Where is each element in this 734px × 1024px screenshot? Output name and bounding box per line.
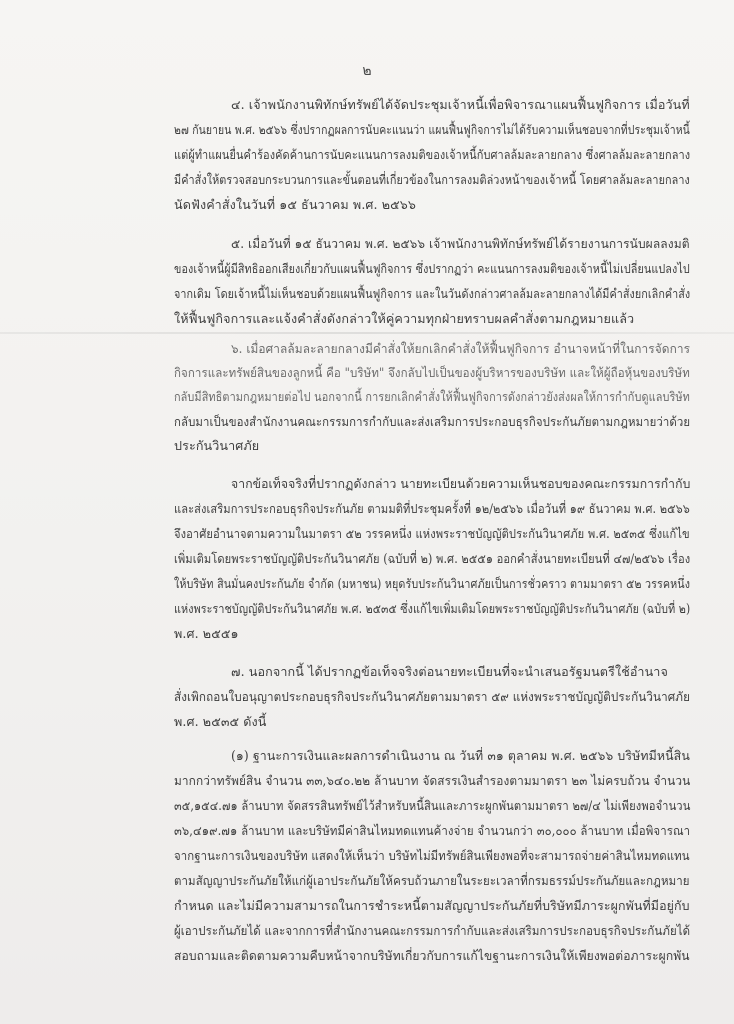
paragraph-line: ๔. เจ้าพนักงานพิทักษ์ทรัพย์ได้จัดประชุมเจ้าหนี้เพื่อพิจารณาแผนฟื้นฟูกิจการ เมื่อวันที่ (231, 97, 690, 112)
paragraph-line: พ.ศ. ๒๕๓๕ ดังนี้ (174, 714, 267, 729)
paragraph-line: มีคำสั่งให้ตรวจสอบกระบวนการและขั้นตอนที่เกี่ยวข้องในการลงมติล่วงหน้าของเจ้าหนี้ โดยศาลล้มละลายกลาง (174, 172, 690, 187)
paragraph-line: จากข้อเท็จจริงที่ปรากฏดังกล่าว นายทะเบียนด้วยความเห็นชอบของคณะกรรมการกำกับ (231, 476, 691, 491)
paragraph-line: กิจการและทรัพย์สินของลูกหนี้ คือ "บริษัท" จึงกลับไปเป็นของผู้บริหารของบริษัท และให้ผู้ถือหุ้นของบริษัท (174, 365, 690, 380)
paragraph-line: ให้ฟื้นฟูกิจการและแจ้งคำสั่งดังกล่าวให้คู่ความทุกฝ่ายทราบผลคำสั่งตามกฎหมายแล้ว (174, 311, 635, 326)
paragraph-line: ให้บริษัท สินมั่นคงประกันภัย จำกัด (มหาชน) หยุดรับประกันวินาศภัยเป็นการชั่วคราว ตามมาตรา ๕๒ วรรคหนึ่ง (174, 576, 691, 591)
paragraph-line: พ.ศ. ๒๕๕๑ (174, 626, 239, 641)
paragraph-line: แห่งพระราชบัญญัติประกันวินาศภัย พ.ศ. ๒๕๓๕ ซึ่งแก้ไขเพิ่มเติมโดยพระราชบัญญัติประกันวินาศภัย (ฉบับที่ ๒) (174, 601, 691, 616)
page-number: ๒ (362, 63, 372, 79)
paragraph-line: ๓๖,๔๑๙.๗๑ ล้านบาท และบริษัทมีค่าสินไหมทดแทนค้างจ่าย จำนวนกว่า ๓๐,๐๐๐ ล้านบาท เมื่อพิจารณา (174, 823, 691, 838)
paragraph-line: กำหนด และไม่มีความสามารถในการชำระหนี้ตามสัญญาประกันภัยที่บริษัทมีภาระผูกพันที่มีอยู่กับ (174, 898, 690, 913)
paragraph-line: มากกว่าทรัพย์สิน จำนวน ๓๓,๖๔๐.๒๒ ล้านบาท จัดสรรเงินสำรองตามมาตรา ๒๓ ไม่ครบถ้วน จำนวน (174, 773, 691, 788)
paragraph-line: กลับมีสิทธิตามกฎหมายต่อไป นอกจากนี้ การยกเลิกคำสั่งให้ฟื้นฟูกิจการดังกล่าวยังส่งผลให้การกำกับดูแลบริษัท (174, 389, 690, 404)
paragraph-line: และส่งเสริมการประกอบธุรกิจประกันภัย ตามมติที่ประชุมครั้งที่ ๑๒/๒๕๖๖ เมื่อวันที่ ๑๙ ธันวาคม พ.ศ. ๒๕๖๖ (174, 501, 690, 516)
paragraph-line: เพิ่มเติมโดยพระราชบัญญัติประกันวินาศภัย (ฉบับที่ ๒) พ.ศ. ๒๕๕๑ ออกคำสั่งนายทะเบียนที่ ๔๗/๒๕๖๖ เรื่อง (174, 551, 691, 566)
paragraph-line: สอบถามและติดตามความคืบหน้าจากบริษัทเกี่ยวกับการแก้ไขฐานะการเงินให้เพียงพอต่อภาระผูกพัน (174, 948, 690, 963)
paragraph-line: (๑) ฐานะการเงินและผลการดำเนินงาน ณ วันที่ ๓๑ ตุลาคม พ.ศ. ๒๕๖๖ บริษัทมีหนี้สิน (231, 748, 690, 763)
paragraph-line: จากเดิม โดยเจ้าหนี้ไม่เห็นชอบด้วยแผนฟื้นฟูกิจการ และในวันดังกล่าวศาลล้มละลายกลางได้มีคำสั่งยกเลิกคำสั่ง (174, 286, 691, 301)
paragraph-line: ๒๗ กันยายน พ.ศ. ๒๕๖๖ ซึ่งปรากฏผลการนับคะแนนว่า แผนฟื้นฟูกิจการไม่ได้รับความเห็นชอบจากที่ประชุมเจ้าหนี้ (174, 122, 690, 137)
paragraph-line: ผู้เอาประกันภัยได้ และจากการที่สำนักงานคณะกรรมการกำกับและส่งเสริมการประกอบธุรกิจประกันภัยได้ (174, 923, 691, 938)
paper-fold-line (0, 332, 734, 334)
paragraph-line: ของเจ้าหนี้ผู้มีสิทธิออกเสียงเกี่ยวกับแผนฟื้นฟูกิจการ ซึ่งปรากฏว่า คะแนนการลงมติของเจ้าหนี้ไม่เปลี่ยนแปลงไป (174, 261, 690, 276)
paragraph-line: ๖. เมื่อศาลล้มละลายกลางมีคำสั่งให้ยกเลิกคำสั่งให้ฟื้นฟูกิจการ อำนาจหน้าที่ในการจัดการ (231, 341, 691, 356)
paragraph-line: นัดฟังคำสั่งในวันที่ ๑๕ ธันวาคม พ.ศ. ๒๕๖๖ (174, 197, 416, 212)
paragraph-line: ๕. เมื่อวันที่ ๑๕ ธันวาคม พ.ศ. ๒๕๖๖ เจ้าพนักงานพิทักษ์ทรัพย์ได้รายงานการนับผลลงมติ (231, 236, 690, 251)
paragraph-line: จากฐานะการเงินของบริษัท แสดงให้เห็นว่า บริษัทไม่มีทรัพย์สินเพียงพอที่จะสามารถจ่ายค่าสินไหมทดแทน (174, 848, 690, 863)
paragraph-line: กลับมาเป็นของสำนักงานคณะกรรมการกำกับและส่งเสริมการประกอบธุรกิจประกันภัยตามกฎหมายว่าด้วย (174, 414, 691, 429)
paragraph-line: ประกันวินาศภัย (174, 438, 260, 453)
paragraph-line: ๗. นอกจากนี้ ได้ปรากฏข้อเท็จจริงต่อนายทะเบียนที่จะนำเสนอรัฐมนตรีใช้อำนาจ (231, 664, 668, 679)
paragraph-line: แต่ผู้ทำแผนยื่นคำร้องคัดค้านการนับคะแนนการลงมติของเจ้าหนี้กับศาลล้มละลายกลาง ซึ่งศาลล้มละลายกลาง (174, 147, 691, 162)
paragraph-line: สั่งเพิกถอนใบอนุญาตประกอบธุรกิจประกันวินาศภัยตามมาตรา ๕๙ แห่งพระราชบัญญัติประกันวินาศภัย (174, 689, 691, 704)
paragraph-line: จึงอาศัยอำนาจตามความในมาตรา ๕๒ วรรคหนึ่ง แห่งพระราชบัญญัติประกันวินาศภัย พ.ศ. ๒๕๓๕ ซึ่งแก้ไข (174, 526, 690, 541)
paragraph-line: ๓๕,๑๕๔.๗๑ ล้านบาท จัดสรรสินทรัพย์ไว้สำหรับหนี้สินและภาระผูกพันตามมาตรา ๒๗/๔ ไม่เพียงพอจำนวน (174, 798, 691, 813)
paragraph-line: ตามสัญญาประกันภัยให้แก่ผู้เอาประกันภัยให้ครบถ้วนภายในระยะเวลาที่กรมธรรม์ประกันภัยและกฎหมาย (174, 873, 690, 888)
